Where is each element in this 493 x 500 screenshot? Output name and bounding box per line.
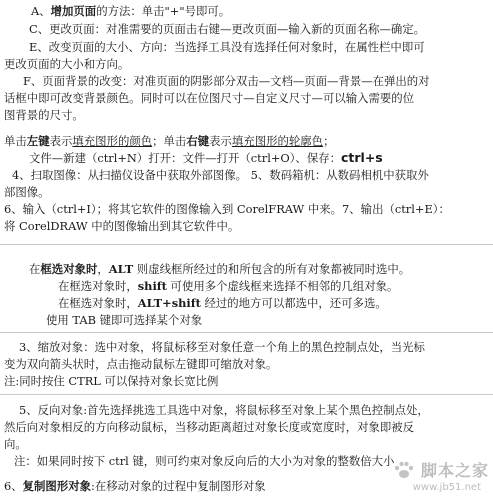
line-scan-1: 4、扫取图像：从扫描仪设备中获取外部图像。 5、数码箱机：从数码相机中获取外: [12, 168, 429, 182]
text: :在移动对象的过程中复制图形对象: [91, 479, 266, 493]
bold-term: 左键: [26, 134, 50, 148]
line-mirror-note: 注：如果同时按下 ctrl 键，则可约束对象反向后的大小为对象的整数倍大小: [14, 454, 395, 468]
bold-term: ALT: [108, 262, 134, 276]
text: 在框选对象时，: [58, 279, 138, 293]
save-shortcut: ctrl+s: [341, 150, 383, 165]
text: 可使用多个虚线框来选择不相邻的几组对象。: [166, 279, 399, 293]
text: 的方法：单击"+"号即可。: [96, 4, 231, 18]
line-file-shortcuts: [29, 151, 383, 165]
line-copy-object: [4, 479, 266, 493]
text: 在: [29, 262, 41, 276]
watermark-url: www.jb51.net: [412, 482, 481, 493]
line-tab-select: 使用 TAB 键即可选择某个对象: [46, 313, 203, 327]
bold-term: 框选对象时: [40, 262, 98, 276]
text: 表示: [209, 134, 232, 148]
line-io-2: 将 CorelDRAW 中的图像输出到其它软件中。: [4, 219, 240, 233]
text: 文件—新建（ctrl+N）打开：文件—打开（ctrl+O）、保存：: [29, 151, 341, 165]
bold-term: 复制图形对象: [22, 479, 91, 493]
line-add-page: [31, 4, 230, 18]
line-mirror-3: 向。: [4, 437, 27, 451]
line-page-bg-2: 话框中即可改变背景颜色。同时可以在位图尺寸—自定义尺寸—可以输入需要的位: [4, 91, 415, 105]
line-change-page: C、更改页面：对准需要的页面击右键—更改页面—输入新的页面名称—确定。: [29, 22, 425, 36]
text: A、: [31, 4, 51, 18]
line-marquee-alt: [29, 262, 410, 276]
text: 在框选对象时，: [58, 296, 138, 310]
line-scale-note: 注:同时按住 CTRL 可以保持对象长宽比例: [4, 374, 219, 388]
bold-term: 增加页面: [50, 4, 97, 18]
section-divider: [0, 394, 493, 395]
line-marquee-alt-shift: [58, 296, 387, 310]
line-io-1: 6、输入（ctrl+I）；将其它软件的图像输入到 CorelFRAW 中来。7、输出（ctrl+E）：: [4, 202, 450, 216]
line-page-size-1: E、改变页面的大小、方向：当选择工具没有选择任何对象时，在属性栏中即可: [29, 40, 425, 54]
underlined-term: 填充图形的轮廓色: [231, 134, 324, 148]
line-scale-1: 3、缩放对象：选中对象，将鼠标移至对象任意一个角上的黑色控制点处，当光标: [19, 340, 425, 354]
watermark-logo: 脚本之家: [420, 461, 489, 480]
line-click-fill: [4, 134, 334, 148]
watermark: [393, 458, 489, 498]
text: 经过的地方可以都选中，还可多选。: [200, 296, 387, 310]
text: 单击: [4, 134, 27, 148]
line-page-bg-1: F、页面背景的改变：对准页面的阴影部分双击—文档—页面—背景—在弹出的对: [23, 74, 430, 88]
section-divider: [0, 332, 493, 333]
line-marquee-shift: [58, 279, 398, 293]
line-page-bg-3: 图背景的尺寸。: [4, 108, 84, 122]
line-scale-2: 变为双向箭头状时，点击拖动鼠标左键即可缩放对象。: [4, 357, 278, 371]
text: ，: [97, 262, 109, 276]
text: 表示: [49, 134, 73, 148]
paw-icon: [393, 460, 415, 480]
line-mirror-2: 然后向对象相反的方向移动鼠标，当移动距离超过对象长度或宽度时，对象即被反: [4, 420, 415, 434]
text: 6、: [4, 479, 23, 493]
line-scan-2: 部图像。: [4, 185, 50, 199]
line-page-size-2: 更改页面的大小和方向。: [4, 57, 130, 71]
bold-term: shift: [137, 279, 167, 293]
bold-term: 右键: [186, 134, 210, 148]
section-divider: [0, 244, 493, 245]
text: ；单击: [152, 134, 187, 148]
text: 则虚线框所经过的和所包含的所有对象都被同时选中。: [133, 262, 411, 276]
text: ；: [323, 134, 335, 148]
underlined-term: 填充图形的颜色: [72, 134, 153, 148]
bold-term: ALT+shift: [137, 296, 201, 310]
line-mirror-1: 5、反向对象:首先选择挑选工具选中对象，将鼠标移至对象上某个黑色控制点处，: [19, 403, 429, 417]
